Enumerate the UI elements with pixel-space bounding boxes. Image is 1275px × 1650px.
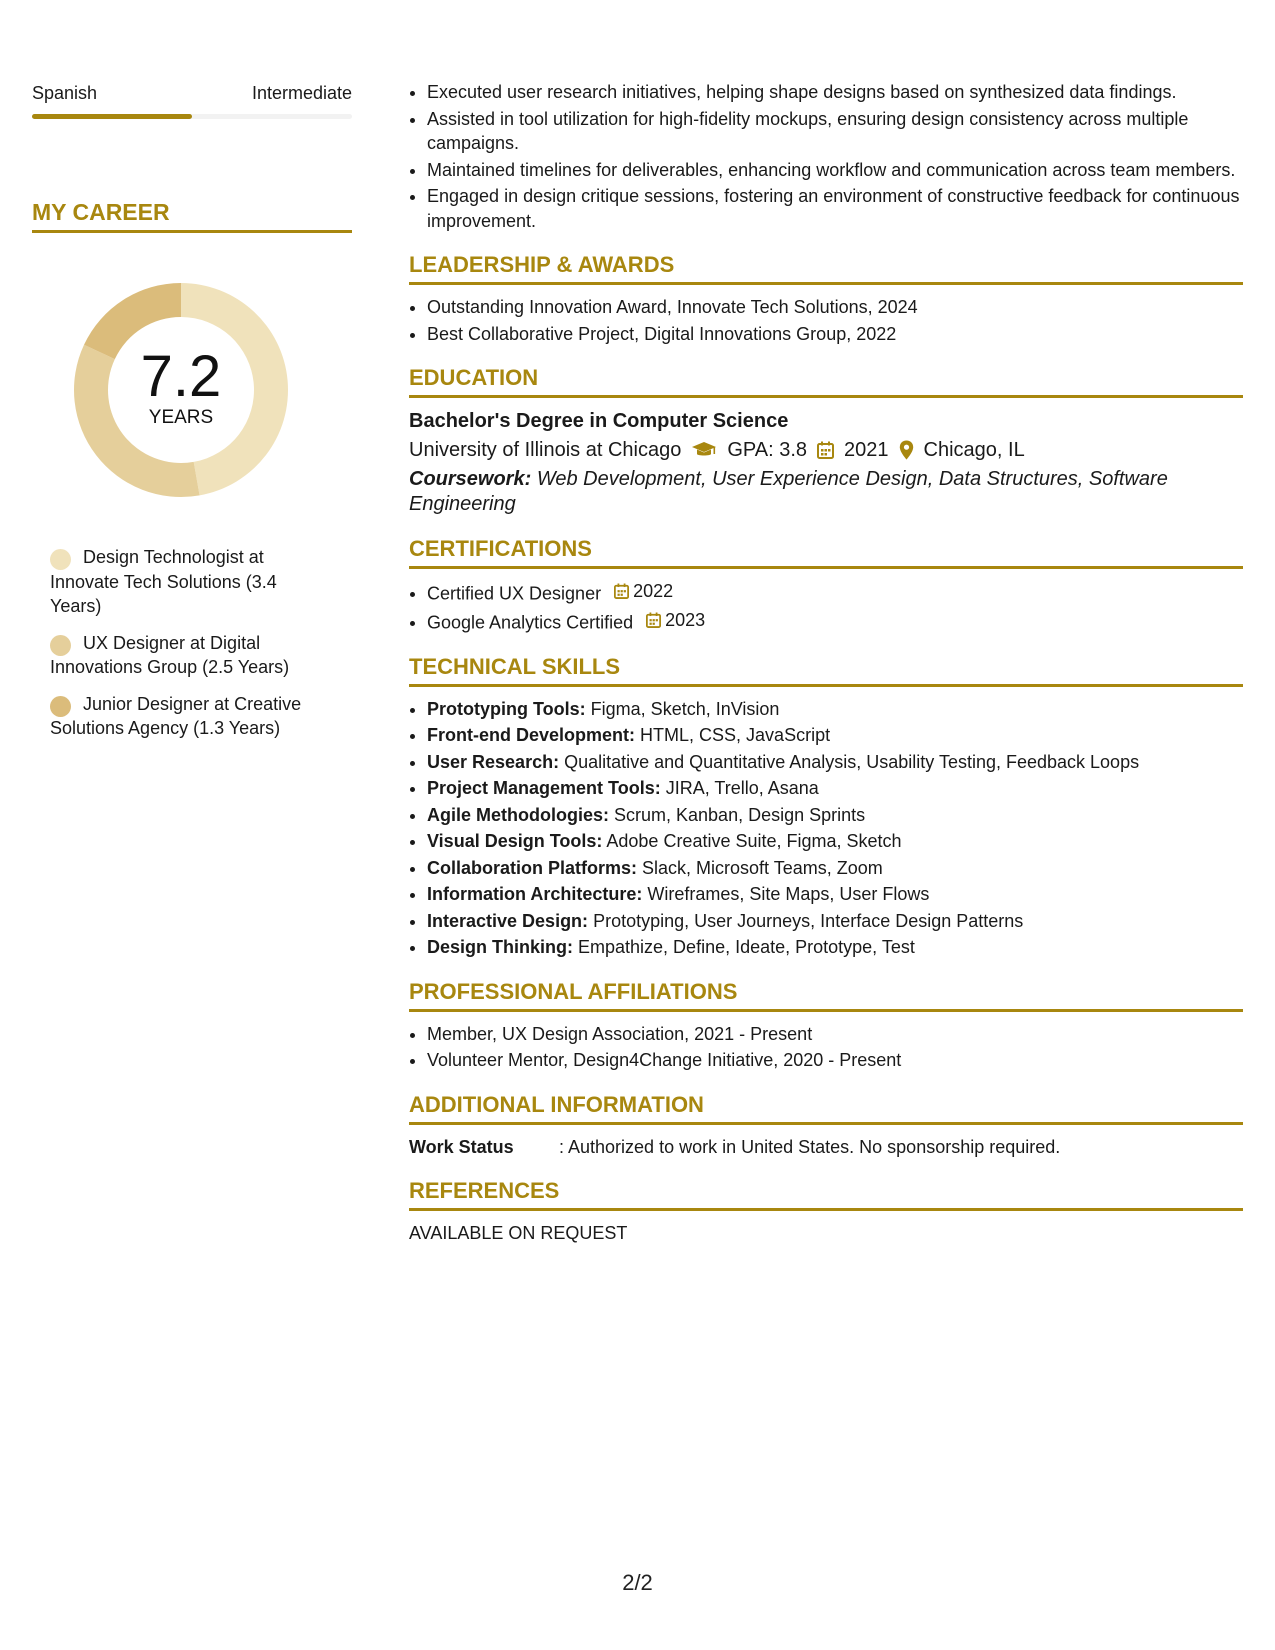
skill-item: • Project Management Tools: JIRA, Trello, Asana — [427, 776, 1243, 801]
graduation-cap-icon — [691, 441, 717, 459]
experience-bullet: • Assisted in tool utilization for high-fidelity mockups, ensuring design consistency across multiple campaigns. — [427, 107, 1243, 156]
affiliations-section-title: PROFESSIONAL AFFILIATIONS — [409, 978, 1243, 1012]
right-column — [409, 80, 1243, 1245]
legend-item: Design Technologist at Innovate Tech Solutions (3.4 Years) — [50, 547, 277, 616]
legend-item: Junior Designer at Creative Solutions Agency (1.3 Years) — [50, 693, 302, 738]
skills-section-title: TECHNICAL SKILLS — [409, 653, 1243, 687]
career-legend — [50, 545, 320, 741]
career-section-title: MY CAREER — [32, 197, 352, 233]
skill-item: • Interactive Design: Prototyping, User Journeys, Interface Design Patterns — [427, 909, 1243, 934]
certification-date — [646, 608, 705, 633]
calendar-icon — [614, 583, 629, 599]
career-donut-chart — [66, 275, 296, 505]
work-status-row — [409, 1135, 1243, 1159]
leadership-item: • Best Collaborative Project, Digital Innovations Group, 2022 — [427, 322, 1243, 347]
education-coursework — [409, 467, 1243, 517]
career-total-years: 7.2 — [140, 344, 222, 409]
certification-name: Google Analytics Certified — [427, 612, 634, 632]
certification-year: 2023 — [665, 609, 706, 630]
experience-bullet: • Executed user research initiatives, helping shape designs based on synthesized data findings. — [427, 80, 1243, 105]
coursework-text: Web Development, User Experience Design, Data Structures, Software Engineering — [409, 468, 1168, 515]
donut-center — [66, 275, 296, 505]
education-school: University of Illinois at Chicago — [409, 439, 682, 461]
experience-bullets — [409, 80, 1243, 233]
education-details — [409, 435, 1243, 465]
calendar-icon — [646, 612, 661, 628]
education-section-title: EDUCATION — [409, 364, 1243, 398]
skill-item: • Prototyping Tools: Figma, Sketch, InVision — [427, 697, 1243, 722]
additional-section-title: ADDITIONAL INFORMATION — [409, 1091, 1243, 1125]
left-column — [32, 80, 352, 753]
affiliations-list — [409, 1022, 1243, 1073]
page-number: 2/2 — [622, 1570, 653, 1595]
education-degree: Bachelor's Degree in Computer Science — [409, 410, 789, 432]
skill-item: • Agile Methodologies: Scrum, Kanban, Design Sprints — [427, 803, 1243, 828]
education-gpa: GPA: 3.8 — [727, 439, 808, 461]
skill-item: • Front-end Development: HTML, CSS, JavaScript — [427, 723, 1243, 748]
legend-item: UX Designer at Digital Innovations Group (2.5 Years) — [50, 632, 290, 677]
certification-name: Certified UX Designer — [427, 583, 602, 604]
skill-item: • User Research: Qualitative and Quantitative Analysis, Usability Testing, Feedback Loops — [427, 750, 1243, 775]
language-row — [32, 80, 352, 106]
affiliation-item: • Member, UX Design Association, 2021 - Present — [427, 1022, 1243, 1047]
references-section-title: REFERENCES — [409, 1177, 1243, 1211]
skill-item: • Collaboration Platforms: Slack, Microsoft Teams, Zoom — [427, 856, 1243, 881]
skills-list — [409, 697, 1243, 960]
coursework-label: Coursework: — [409, 468, 532, 490]
education-location: Chicago, IL — [923, 439, 1025, 461]
education-year: 2021 — [844, 439, 889, 461]
skill-item: • Visual Design Tools: Adobe Creative Suite, Figma, Sketch — [427, 829, 1243, 854]
certifications-list — [409, 579, 1243, 635]
legend-dot-icon — [50, 696, 71, 717]
certification-item — [427, 579, 1243, 606]
work-status-value: : Authorized to work in United States. No sponsorship required. — [559, 1136, 1061, 1157]
skill-item: • Design Thinking: Empathize, Define, Ideate, Prototype, Test — [427, 935, 1243, 960]
affiliation-item: • Volunteer Mentor, Design4Change Initiative, 2020 - Present — [427, 1048, 1243, 1073]
certification-item — [427, 608, 1243, 635]
language-name: Spanish — [32, 83, 98, 103]
location-pin-icon — [899, 440, 914, 460]
language-proficiency-bar — [32, 114, 352, 119]
references-text: AVAILABLE ON REQUEST — [409, 1222, 628, 1243]
experience-bullet: • Maintained timelines for deliverables, enhancing workflow and communication across team members. — [427, 158, 1243, 183]
leadership-list — [409, 295, 1243, 346]
experience-bullet: • Engaged in design critique sessions, fostering an environment of constructive feedback for continuous improvement. — [427, 184, 1243, 233]
language-level: Intermediate — [251, 83, 352, 103]
career-total-unit: YEARS — [148, 407, 214, 428]
leadership-section-title: LEADERSHIP & AWARDS — [409, 251, 1243, 285]
legend-dot-icon — [50, 635, 71, 656]
legend-dot-icon — [50, 549, 71, 570]
leadership-item: • Outstanding Innovation Award, Innovate Tech Solutions, 2024 — [427, 295, 1243, 320]
calendar-icon — [817, 441, 834, 459]
skill-item: • Information Architecture: Wireframes, Site Maps, User Flows — [427, 882, 1243, 907]
certification-year: 2022 — [633, 581, 674, 601]
work-status-label: Work Status — [409, 1136, 514, 1157]
certifications-section-title: CERTIFICATIONS — [409, 535, 1243, 569]
certification-date — [614, 579, 673, 604]
language-proficiency-fill — [32, 114, 192, 119]
